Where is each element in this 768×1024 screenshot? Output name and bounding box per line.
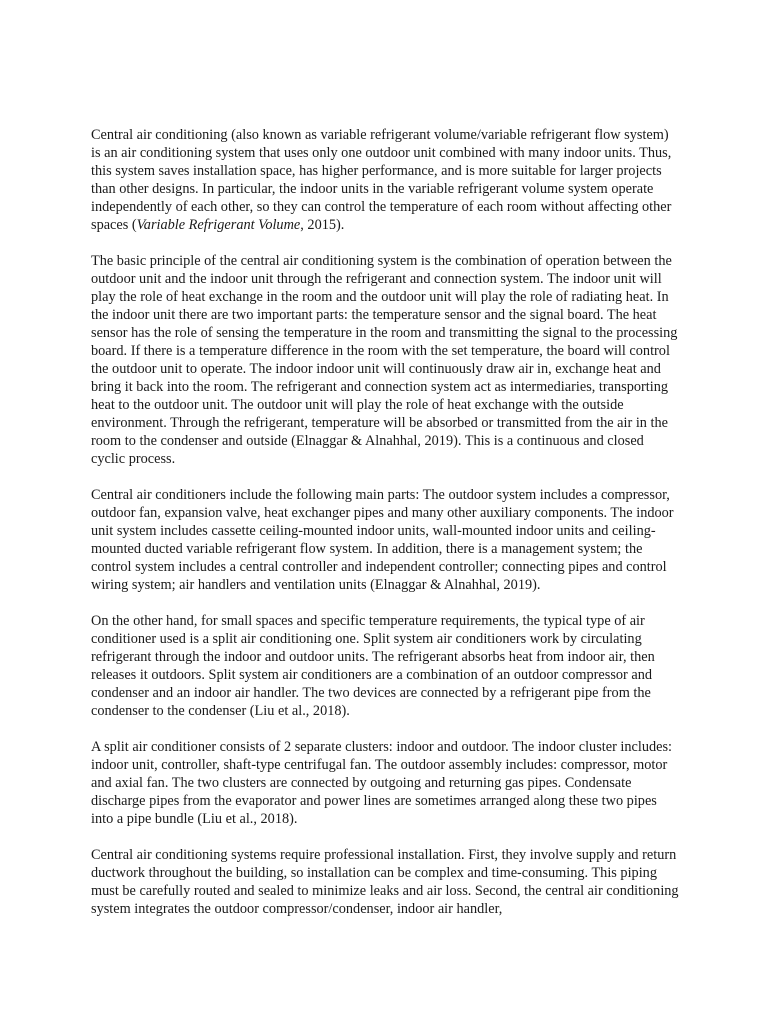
paragraph-main-parts: Central air conditioners include the following main parts: The outdoor system includes a compressor, outdoor fan, expansion valve, heat exchanger pipes and many other auxiliary components. The indoor unit system includes cassette ceiling-mounted indoor units, wall-mounted indoor units and ceiling-mounted ducted variable refrigerant flow system. In addition, there is a management system; the control system includes a central controller and independent controller; connecting pipes and control wiring system; air handlers and ventilation units (Elnaggar & Alnahhal, 2019). <box>91 487 674 593</box>
italic-citation-title: Variable Refrigerant Volume <box>136 217 301 233</box>
paragraph-split-clusters: A split air conditioner consists of 2 separate clusters: indoor and outdoor. The indoor cluster includes: indoor unit, controller, shaft-type centrifugal fan. The outdoor assembly includes: compressor, motor and axial fan. The two clusters are connected by outgoing and returning gas pipes. Condensate discharge pipes from the evaporator and power lines are sometimes arranged along these two pipes into a pipe bundle (Liu et al., 2018). <box>91 739 673 827</box>
paragraph-split-system: On the other hand, for small spaces and specific temperature requirements, the typical type of air conditioner used is a split air conditioning one. Split system air conditioners work by circulating refrigerant through the indoor and outdoor units. The refrigerant absorbs heat from indoor air, then releases it outdoors. Split system air conditioners are a combination of an outdoor compressor and condenser and an indoor air handler. The two devices are connected by a refrigerant pipe from the condenser to the condenser (Liu et al., 2018). <box>91 613 655 719</box>
paragraph-installation: Central air conditioning systems require professional installation. First, they involve supply and return ductwork throughout the building, so installation can be complex and time-consuming. This piping must be carefully routed and sealed to minimize leaks and air loss. Second, the central air conditioning system integrates the outdoor compressor/condenser, indoor air handler, <box>91 847 679 917</box>
paragraph-text: Central air conditioning (also known as variable refrigerant volume/variable refrigerant flow system) is an air conditioning system that uses only one outdoor unit combined with many indoor units. Thus, this system saves installation space, has higher performance, and is more suitable for larger projects than other designs. In particular, the indoor units in the variable refrigerant volume system operate independently of each other, so they can control the temperature of each room without affecting other spaces ( <box>91 127 672 233</box>
paragraph-basic-principle: The basic principle of the central air conditioning system is the combination of operation between the outdoor unit and the indoor unit through the refrigerant and connection system. The indoor unit will play the role of heat exchange in the room and the outdoor unit will play the role of radiating heat. In the indoor unit there are two important parts: the temperature sensor and the signal board. The heat sensor has the role of sensing the temperature in the room and transmitting the signal to the processing board. If there is a temperature difference in the room with the set temperature, the board will control the outdoor unit to operate. The indoor indoor unit will continuously draw air in, exchange heat and bring it back into the room. The refrigerant and connection system act as intermediaries, transporting heat to the outdoor unit. The outdoor unit will play the role of heat exchange with the outside environment. Through the refrigerant, temperature will be absorbed or transmitted from the air in the room to the condenser and outside (Elnaggar & Alnahhal, 2019). This is a continuous and closed cyclic process. <box>91 253 678 467</box>
document-body <box>91 126 679 936</box>
paragraph-text: , 2015). <box>300 217 345 233</box>
paragraph-central-ac-intro <box>91 126 679 234</box>
